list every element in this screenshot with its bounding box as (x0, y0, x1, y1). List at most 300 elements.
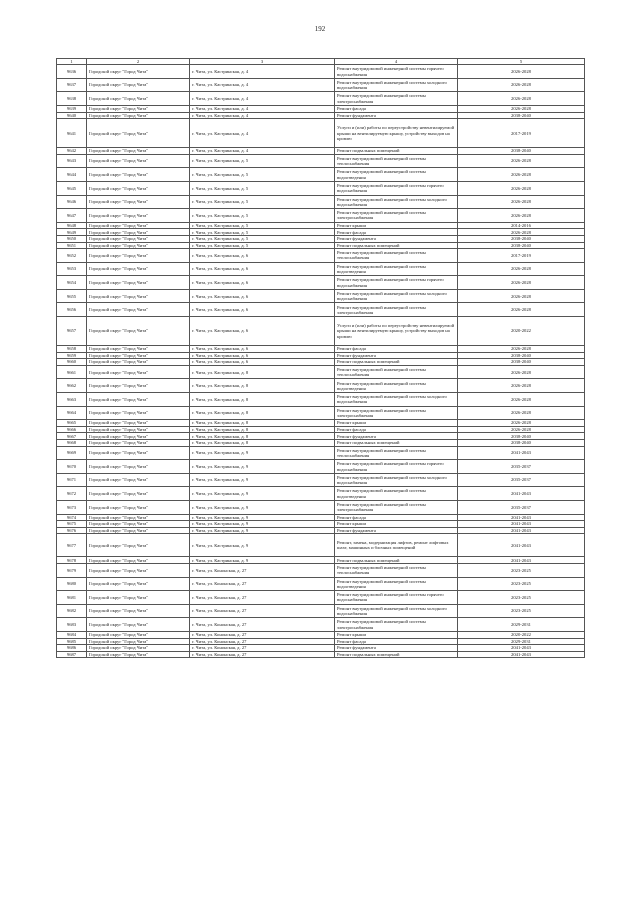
table-row (57, 229, 585, 236)
municipality-cell: Городской округ "Город Чита" (87, 487, 190, 501)
row-number-cell: 9638 (57, 92, 87, 106)
period-cell: 2026-2028 (458, 262, 585, 276)
work-type-cell: Ремонт внутридомовой инженерной системы электроснабжения (335, 618, 458, 632)
municipality-cell: Городской округ "Город Чита" (87, 289, 190, 303)
address-cell: г. Чита, ул. Кастринская, д. 8 (190, 406, 335, 420)
municipality-cell: Городской округ "Город Чита" (87, 148, 190, 155)
period-cell: 2014-2016 (458, 222, 585, 229)
table-row (57, 119, 585, 148)
municipality-cell: Городской округ "Город Чита" (87, 563, 190, 577)
work-type-cell: Ремонт внутридомовой инженерной системы горячего водоснабжения (335, 181, 458, 195)
row-number-cell: 9685 (57, 638, 87, 645)
municipality-cell: Городской округ "Город Чита" (87, 440, 190, 447)
work-type-cell: Ремонт подвальных помещений (335, 359, 458, 366)
row-number-cell: 9682 (57, 604, 87, 618)
table-row (57, 112, 585, 119)
work-type-cell: Ремонт внутридомовой инженерной системы горячего водоснабжения (335, 65, 458, 79)
municipality-cell: Городской округ "Город Чита" (87, 631, 190, 638)
address-cell: г. Чита, ул. Кастринская, д. 6 (190, 303, 335, 317)
row-number-cell: 9636 (57, 65, 87, 79)
work-type-cell: Ремонт фундамента (335, 433, 458, 440)
municipality-cell: Городской округ "Город Чита" (87, 168, 190, 182)
table-row (57, 420, 585, 427)
period-cell: 2017-2019 (458, 249, 585, 263)
municipality-cell: Городской округ "Город Чита" (87, 638, 190, 645)
work-type-cell: Ремонт внутридомовой инженерной системы теплоснабжения (335, 365, 458, 379)
table-row (57, 249, 585, 263)
address-cell: г. Чита, ул. Кастринская, д. 9 (190, 514, 335, 521)
work-type-cell: Ремонт крыши (335, 521, 458, 528)
table-row (57, 65, 585, 79)
address-cell: г. Чита, ул. Кастринская, д. 9 (190, 557, 335, 564)
table-row (57, 563, 585, 577)
address-cell: г. Чита, ул. Кастринская, д. 5 (190, 209, 335, 223)
municipality-cell: Городской округ "Город Чита" (87, 651, 190, 658)
table-row (57, 446, 585, 460)
municipality-cell: Городской округ "Город Чита" (87, 242, 190, 249)
table-row (57, 352, 585, 359)
row-number-cell: 9639 (57, 105, 87, 112)
municipality-cell: Городской округ "Город Чита" (87, 154, 190, 168)
work-type-cell: Ремонт внутридомовой инженерной системы холодного водоснабжения (335, 604, 458, 618)
table-row (57, 631, 585, 638)
table-row (57, 473, 585, 487)
municipality-cell: Городской округ "Город Чита" (87, 249, 190, 263)
table-row (57, 638, 585, 645)
work-type-cell: Ремонт внутридомовой инженерной системы теплоснабжения (335, 446, 458, 460)
table-row (57, 487, 585, 501)
address-cell: г. Чита, ул. Кастринская, д. 9 (190, 446, 335, 460)
address-cell: г. Чита, ул. Кастринская, д. 8 (190, 365, 335, 379)
municipality-cell: Городской округ "Город Чита" (87, 591, 190, 605)
row-number-cell: 9683 (57, 618, 87, 632)
work-type-cell: Ремонт подвальных помещений (335, 242, 458, 249)
work-type-cell: Ремонт внутридомовой инженерной системы электроснабжения (335, 303, 458, 317)
row-number-cell: 9667 (57, 433, 87, 440)
row-number-cell: 9679 (57, 563, 87, 577)
table-row (57, 557, 585, 564)
column-number-3: 3 (190, 59, 335, 65)
address-cell: г. Чита, ул. Кастринская, д. 5 (190, 235, 335, 242)
period-cell: 2041-2043 (458, 645, 585, 652)
work-type-cell: Ремонт внутридомовой инженерной системы водоотведения (335, 262, 458, 276)
municipality-cell: Городской округ "Город Чита" (87, 209, 190, 223)
work-type-cell: Ремонт подвальных помещений (335, 440, 458, 447)
table-row (57, 604, 585, 618)
row-number-cell: 9653 (57, 262, 87, 276)
period-cell: 2035-2037 (458, 473, 585, 487)
municipality-cell: Городской округ "Город Чита" (87, 78, 190, 92)
table-row (57, 235, 585, 242)
municipality-cell: Городской округ "Город Чита" (87, 346, 190, 353)
table-row (57, 500, 585, 514)
municipality-cell: Городской округ "Город Чита" (87, 473, 190, 487)
work-type-cell: Ремонт внутридомовой инженерной системы электроснабжения (335, 406, 458, 420)
work-type-cell: Ремонт фасада (335, 229, 458, 236)
row-number-cell: 9680 (57, 577, 87, 591)
work-type-cell: Ремонт фундамента (335, 235, 458, 242)
table-row (57, 262, 585, 276)
table-row (57, 365, 585, 379)
period-cell: 2026-2028 (458, 426, 585, 433)
address-cell: г. Чита, ул. Кастринская, д. 6 (190, 276, 335, 290)
period-cell: 2026-2028 (458, 365, 585, 379)
address-cell: г. Чита, ул. Кастринская, д. 9 (190, 460, 335, 474)
municipality-cell: Городской округ "Город Чита" (87, 406, 190, 420)
work-type-cell: Ремонт внутридомовой инженерной системы холодного водоснабжения (335, 393, 458, 407)
table-row (57, 514, 585, 521)
work-type-cell: Ремонт внутридомовой инженерной системы электроснабжения (335, 500, 458, 514)
address-cell: г. Чита, ул. Кастринская, д. 4 (190, 65, 335, 79)
work-type-cell: Ремонт крыши (335, 420, 458, 427)
work-type-cell: Ремонт внутридомовой инженерной системы холодного водоснабжения (335, 78, 458, 92)
address-cell: г. Чита, ул. Кастринская, д. 5 (190, 222, 335, 229)
period-cell: 2026-2028 (458, 92, 585, 106)
row-number-cell: 9666 (57, 426, 87, 433)
municipality-cell: Городской округ "Город Чита" (87, 433, 190, 440)
municipality-cell: Городской округ "Город Чита" (87, 352, 190, 359)
period-cell: 2026-2028 (458, 379, 585, 393)
table-row (57, 181, 585, 195)
work-type-cell: Ремонт внутридомовой инженерной системы холодного водоснабжения (335, 473, 458, 487)
row-number-cell: 9649 (57, 229, 87, 236)
registry-table (56, 58, 585, 658)
row-number-cell: 9643 (57, 154, 87, 168)
municipality-cell: Городской округ "Город Чита" (87, 195, 190, 209)
table-row (57, 276, 585, 290)
municipality-cell: Городской округ "Город Чита" (87, 235, 190, 242)
address-cell: г. Чита, ул. Кононская, д. 27 (190, 645, 335, 652)
address-cell: г. Чита, ул. Кастринская, д. 4 (190, 105, 335, 112)
work-type-cell: Ремонт подвальных помещений (335, 651, 458, 658)
address-cell: г. Чита, ул. Кастринская, д. 5 (190, 181, 335, 195)
period-cell: 2038-2040 (458, 242, 585, 249)
table-row (57, 406, 585, 420)
period-cell: 2041-2043 (458, 514, 585, 521)
municipality-cell: Городской округ "Город Чита" (87, 379, 190, 393)
table-row (57, 289, 585, 303)
row-number-cell: 9663 (57, 393, 87, 407)
period-cell: 2026-2028 (458, 154, 585, 168)
table-row (57, 222, 585, 229)
address-cell: г. Чита, ул. Кононская, д. 27 (190, 577, 335, 591)
municipality-cell: Городской округ "Город Чита" (87, 446, 190, 460)
work-type-cell: Ремонт внутридомовой инженерной системы холодного водоснабжения (335, 195, 458, 209)
period-cell: 2038-2040 (458, 440, 585, 447)
address-cell: г. Чита, ул. Кастринская, д. 6 (190, 317, 335, 346)
row-number-cell: 9642 (57, 148, 87, 155)
address-cell: г. Чита, ул. Кастринская, д. 9 (190, 527, 335, 534)
row-number-cell: 9651 (57, 242, 87, 249)
row-number-cell: 9669 (57, 446, 87, 460)
table-row (57, 379, 585, 393)
municipality-cell: Городской округ "Город Чита" (87, 557, 190, 564)
period-cell: 2020-2022 (458, 317, 585, 346)
table-row (57, 317, 585, 346)
row-number-cell: 9665 (57, 420, 87, 427)
row-number-cell: 9677 (57, 534, 87, 557)
work-type-cell: Ремонт подвальных помещений (335, 557, 458, 564)
period-cell: 2023-2025 (458, 577, 585, 591)
column-number-4: 4 (335, 59, 458, 65)
work-type-cell: Услуги и (или) работы по переустройству невентилируемой крыши на вентилируемую крышу, устройству выходов на кровлю (335, 317, 458, 346)
period-cell: 2026-2028 (458, 289, 585, 303)
work-type-cell: Ремонт фасада (335, 514, 458, 521)
period-cell: 2026-2028 (458, 105, 585, 112)
work-type-cell: Ремонт внутридомовой инженерной системы водоотведения (335, 379, 458, 393)
address-cell: г. Чита, ул. Кастринская, д. 8 (190, 420, 335, 427)
row-number-cell: 9640 (57, 112, 87, 119)
period-cell: 2023-2025 (458, 563, 585, 577)
work-type-cell: Ремонт внутридомовой инженерной системы электроснабжения (335, 92, 458, 106)
municipality-cell: Городской округ "Город Чита" (87, 577, 190, 591)
table-row (57, 440, 585, 447)
table-row (57, 359, 585, 366)
table-row (57, 242, 585, 249)
work-type-cell: Ремонт подвальных помещений (335, 148, 458, 155)
municipality-cell: Городской округ "Город Чита" (87, 112, 190, 119)
period-cell: 2041-2043 (458, 534, 585, 557)
period-cell: 2026-2028 (458, 229, 585, 236)
address-cell: г. Чита, ул. Кастринская, д. 8 (190, 426, 335, 433)
municipality-cell: Городской округ "Город Чита" (87, 393, 190, 407)
municipality-cell: Городской округ "Город Чита" (87, 527, 190, 534)
work-type-cell: Ремонт фундамента (335, 527, 458, 534)
address-cell: г. Чита, ул. Кастринская, д. 4 (190, 112, 335, 119)
address-cell: г. Чита, ул. Кастринская, д. 4 (190, 148, 335, 155)
row-number-cell: 9645 (57, 181, 87, 195)
row-number-cell: 9652 (57, 249, 87, 263)
table-row (57, 303, 585, 317)
row-number-cell: 9641 (57, 119, 87, 148)
registry-table-body (57, 59, 585, 658)
municipality-cell: Городской округ "Город Чита" (87, 262, 190, 276)
period-cell: 2017-2019 (458, 119, 585, 148)
row-number-cell: 9659 (57, 352, 87, 359)
table-row (57, 92, 585, 106)
table-row (57, 154, 585, 168)
work-type-cell: Услуги и (или) работы по переустройству невентилируемой крыши на вентилируемую крышу, устройству выходов на кровлю (335, 119, 458, 148)
work-type-cell: Ремонт внутридомовой инженерной системы горячего водоснабжения (335, 276, 458, 290)
address-cell: г. Чита, ул. Кастринская, д. 9 (190, 473, 335, 487)
period-cell: 2041-2043 (458, 446, 585, 460)
municipality-cell: Городской округ "Город Чита" (87, 119, 190, 148)
row-number-cell: 9671 (57, 473, 87, 487)
address-cell: г. Чита, ул. Кастринская, д. 5 (190, 168, 335, 182)
period-cell: 2038-2040 (458, 235, 585, 242)
address-cell: г. Чита, ул. Кастринская, д. 9 (190, 500, 335, 514)
work-type-cell: Ремонт крыши (335, 222, 458, 229)
period-cell: 2020-2022 (458, 631, 585, 638)
period-cell: 2041-2043 (458, 487, 585, 501)
work-type-cell: Ремонт внутридомовой инженерной системы теплоснабжения (335, 154, 458, 168)
work-type-cell: Ремонт внутридомовой инженерной системы горячего водоснабжения (335, 460, 458, 474)
address-cell: г. Чита, ул. Кастринская, д. 6 (190, 289, 335, 303)
address-cell: г. Чита, ул. Кастринская, д. 8 (190, 440, 335, 447)
period-cell: 2026-2028 (458, 181, 585, 195)
row-number-cell: 9686 (57, 645, 87, 652)
period-cell: 2023-2025 (458, 591, 585, 605)
work-type-cell: Ремонт внутридомовой инженерной системы электроснабжения (335, 209, 458, 223)
period-cell: 2026-2028 (458, 65, 585, 79)
work-type-cell: Ремонт внутридомовой инженерной системы водоотведения (335, 577, 458, 591)
row-number-cell: 9648 (57, 222, 87, 229)
table-row (57, 534, 585, 557)
period-cell: 2026-2028 (458, 209, 585, 223)
row-number-cell: 9660 (57, 359, 87, 366)
period-cell: 2026-2028 (458, 276, 585, 290)
municipality-cell: Городской округ "Город Чита" (87, 521, 190, 528)
work-type-cell: Ремонт крыши (335, 631, 458, 638)
period-cell: 2026-2028 (458, 78, 585, 92)
work-type-cell: Ремонт фасада (335, 105, 458, 112)
address-cell: г. Чита, ул. Кононская, д. 27 (190, 651, 335, 658)
address-cell: г. Чита, ул. Кастринская, д. 4 (190, 78, 335, 92)
municipality-cell: Городской округ "Город Чита" (87, 359, 190, 366)
period-cell: 2026-2028 (458, 420, 585, 427)
work-type-cell: Ремонт фундамента (335, 352, 458, 359)
period-cell: 2041-2043 (458, 521, 585, 528)
page-number: 192 (314, 25, 326, 33)
address-cell: г. Чита, ул. Кастринская, д. 8 (190, 433, 335, 440)
row-number-cell: 9637 (57, 78, 87, 92)
work-type-cell: Ремонт фасада (335, 426, 458, 433)
work-type-cell: Ремонт внутридомовой инженерной системы водоотведения (335, 168, 458, 182)
address-cell: г. Чита, ул. Кастринская, д. 6 (190, 262, 335, 276)
period-cell: 2038-2040 (458, 352, 585, 359)
period-cell: 2038-2040 (458, 112, 585, 119)
municipality-cell: Городской округ "Город Чита" (87, 514, 190, 521)
work-type-cell: Ремонт фундамента (335, 645, 458, 652)
municipality-cell: Городской округ "Город Чита" (87, 534, 190, 557)
address-cell: г. Чита, ул. Кастринская, д. 9 (190, 487, 335, 501)
table-row (57, 195, 585, 209)
address-cell: г. Чита, ул. Кастринская, д. 5 (190, 229, 335, 236)
period-cell: 2026-2028 (458, 406, 585, 420)
address-cell: г. Чита, ул. Кастринская, д. 6 (190, 249, 335, 263)
row-number-cell: 9684 (57, 631, 87, 638)
municipality-cell: Городской округ "Город Чита" (87, 604, 190, 618)
work-type-cell: Ремонт внутридомовой инженерной системы горячего водоснабжения (335, 591, 458, 605)
address-cell: г. Чита, ул. Кононская, д. 27 (190, 618, 335, 632)
period-cell: 2029-2031 (458, 618, 585, 632)
table-row (57, 393, 585, 407)
work-type-cell: Ремонт фасада (335, 346, 458, 353)
row-number-cell: 9644 (57, 168, 87, 182)
period-cell: 2026-2028 (458, 195, 585, 209)
row-number-cell: 9654 (57, 276, 87, 290)
municipality-cell: Городской округ "Город Чита" (87, 618, 190, 632)
municipality-cell: Городской округ "Город Чита" (87, 303, 190, 317)
row-number-cell: 9672 (57, 487, 87, 501)
municipality-cell: Городской округ "Город Чита" (87, 65, 190, 79)
address-cell: г. Чита, ул. Кононская, д. 27 (190, 604, 335, 618)
table-row (57, 346, 585, 353)
row-number-cell: 9678 (57, 557, 87, 564)
row-number-cell: 9676 (57, 527, 87, 534)
row-number-cell: 9662 (57, 379, 87, 393)
address-cell: г. Чита, ул. Кастринская, д. 4 (190, 92, 335, 106)
work-type-cell: Ремонт, замена, модернизация лифтов, ремонт лифтовых шахт, машинных и блочных помещений (335, 534, 458, 557)
row-number-cell: 9670 (57, 460, 87, 474)
address-cell: г. Чита, ул. Кононская, д. 27 (190, 563, 335, 577)
municipality-cell: Городской округ "Город Чита" (87, 222, 190, 229)
column-number-5: 5 (458, 59, 585, 65)
period-cell: 2038-2040 (458, 433, 585, 440)
period-cell: 2026-2028 (458, 393, 585, 407)
row-number-cell: 9657 (57, 317, 87, 346)
municipality-cell: Городской округ "Город Чита" (87, 460, 190, 474)
table-row (57, 651, 585, 658)
column-number-1: 1 (57, 59, 87, 65)
table-row (57, 209, 585, 223)
table-row (57, 527, 585, 534)
period-cell: 2026-2028 (458, 346, 585, 353)
municipality-cell: Городской округ "Город Чита" (87, 181, 190, 195)
address-cell: г. Чита, ул. Кастринская, д. 9 (190, 534, 335, 557)
address-cell: г. Чита, ул. Кастринская, д. 6 (190, 346, 335, 353)
municipality-cell: Городской округ "Город Чита" (87, 645, 190, 652)
table-row (57, 105, 585, 112)
address-cell: г. Чита, ул. Кононская, д. 27 (190, 591, 335, 605)
row-number-cell: 9661 (57, 365, 87, 379)
period-cell: 2029-2031 (458, 638, 585, 645)
table-row (57, 645, 585, 652)
table-row (57, 577, 585, 591)
table-row (57, 618, 585, 632)
address-cell: г. Чита, ул. Кононская, д. 27 (190, 638, 335, 645)
work-type-cell: Ремонт внутридомовой инженерной системы теплоснабжения (335, 249, 458, 263)
address-cell: г. Чита, ул. Кастринская, д. 5 (190, 195, 335, 209)
municipality-cell: Городской округ "Город Чита" (87, 317, 190, 346)
table-row (57, 426, 585, 433)
work-type-cell: Ремонт фасада (335, 638, 458, 645)
table-row (57, 148, 585, 155)
municipality-cell: Городской округ "Город Чита" (87, 92, 190, 106)
row-number-cell: 9673 (57, 500, 87, 514)
work-type-cell: Ремонт внутридомовой инженерной системы теплоснабжения (335, 563, 458, 577)
work-type-cell: Ремонт внутридомовой инженерной системы водоотведения (335, 487, 458, 501)
address-cell: г. Чита, ул. Кастринская, д. 8 (190, 379, 335, 393)
row-number-cell: 9674 (57, 514, 87, 521)
period-cell: 2035-2037 (458, 460, 585, 474)
municipality-cell: Городской округ "Город Чита" (87, 420, 190, 427)
period-cell: 2041-2043 (458, 651, 585, 658)
municipality-cell: Городской округ "Город Чита" (87, 276, 190, 290)
address-cell: г. Чита, ул. Кастринская, д. 8 (190, 393, 335, 407)
row-number-cell: 9646 (57, 195, 87, 209)
row-number-cell: 9664 (57, 406, 87, 420)
municipality-cell: Городской округ "Город Чита" (87, 500, 190, 514)
period-cell: 2041-2043 (458, 557, 585, 564)
municipality-cell: Городской округ "Город Чита" (87, 365, 190, 379)
address-cell: г. Чита, ул. Кастринская, д. 6 (190, 359, 335, 366)
work-type-cell: Ремонт фундамента (335, 112, 458, 119)
row-number-cell: 9650 (57, 235, 87, 242)
table-row (57, 591, 585, 605)
row-number-cell: 9675 (57, 521, 87, 528)
row-number-cell: 9656 (57, 303, 87, 317)
period-cell: 2038-2040 (458, 148, 585, 155)
address-cell: г. Чита, ул. Кастринская, д. 5 (190, 154, 335, 168)
period-cell: 2026-2028 (458, 303, 585, 317)
period-cell: 2035-2037 (458, 500, 585, 514)
table-row (57, 168, 585, 182)
address-cell: г. Чита, ул. Кастринская, д. 4 (190, 119, 335, 148)
period-cell: 2026-2028 (458, 168, 585, 182)
address-cell: г. Чита, ул. Кастринская, д. 5 (190, 242, 335, 249)
table-row (57, 433, 585, 440)
